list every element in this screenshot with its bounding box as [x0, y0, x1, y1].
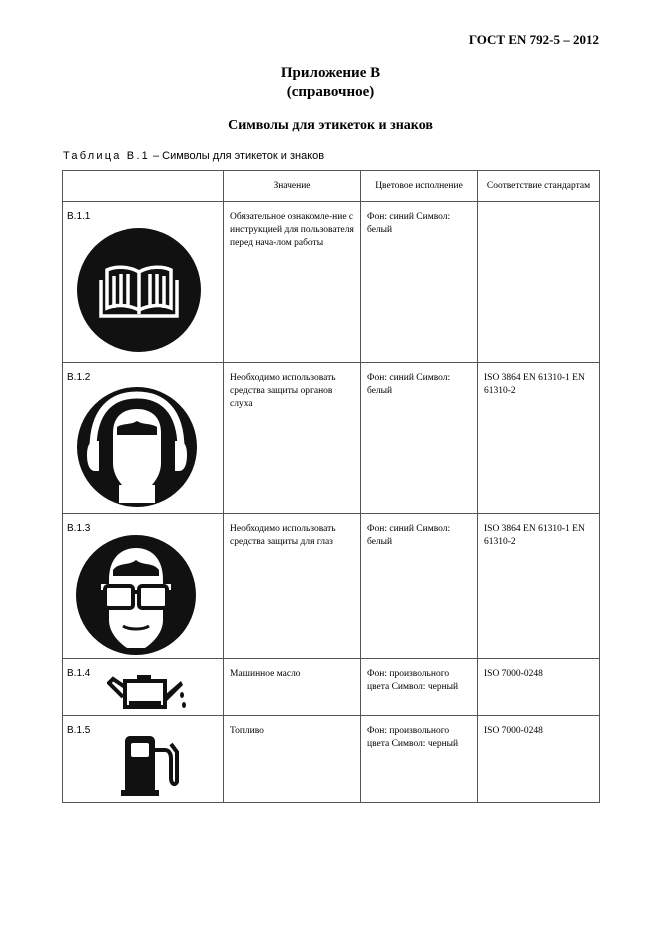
header-standards: Соответствие стандартам: [478, 171, 600, 202]
header-color: Цветовое исполнение: [361, 171, 478, 202]
standards-cell: ISO 7000-0248: [478, 716, 600, 803]
table-caption-text: – Символы для этикеток и знаков: [152, 150, 325, 162]
row-id: B.1.1: [67, 211, 91, 222]
book-mandatory-icon: [73, 224, 205, 356]
symbol-cell: [63, 363, 224, 514]
standards-cell: [478, 202, 600, 363]
meaning-cell: Машинное масло: [224, 659, 361, 716]
oil-can-icon: [107, 671, 187, 711]
standards-cell: ISO 3864 EN 61310-1 EN 61310-2: [478, 514, 600, 659]
symbol-cell: [63, 716, 224, 803]
fuel-pump-icon: [121, 734, 179, 796]
header-empty: [63, 171, 224, 202]
table-caption: [63, 150, 324, 162]
row-id: B.1.3: [67, 523, 91, 534]
row-id: B.1.2: [67, 372, 91, 383]
symbol-cell: [63, 202, 224, 363]
table-row: [63, 363, 600, 514]
table-caption-label: Таблица В.1: [63, 150, 150, 162]
table-row: [63, 716, 600, 803]
appendix-title: Приложение В: [280, 65, 381, 81]
symbol-cell: [63, 659, 224, 716]
appendix-heading: [0, 64, 661, 102]
document-code: ГОСТ EN 792-5 – 2012: [468, 32, 599, 47]
table-header-row: [63, 171, 600, 202]
meaning-cell: Топливо: [224, 716, 361, 803]
section-title: Символы для этикеток и знаков: [228, 118, 433, 133]
color-cell: Фон: синий Символ: белый: [361, 363, 478, 514]
symbols-table: [62, 170, 600, 803]
standards-cell: ISO 3864 EN 61310-1 EN 61310-2: [478, 363, 600, 514]
standards-cell: ISO 7000-0248: [478, 659, 600, 716]
ear-protection-icon: [73, 383, 201, 511]
symbol-cell: [63, 514, 224, 659]
table-row: [63, 514, 600, 659]
color-cell: Фон: произвольного цвета Символ: черный: [361, 716, 478, 803]
meaning-cell: Необходимо использовать средства защиты для глаз: [224, 514, 361, 659]
table-row: [63, 659, 600, 716]
table-row: [63, 202, 600, 363]
row-id: B.1.5: [67, 725, 91, 736]
header-meaning: Значение: [224, 171, 361, 202]
meaning-cell: Необходимо использовать средства защиты органов слуха: [224, 363, 361, 514]
eye-protection-icon: [73, 532, 199, 658]
color-cell: Фон: синий Символ: белый: [361, 202, 478, 363]
color-cell: Фон: синий Символ: белый: [361, 514, 478, 659]
appendix-subtitle: (справочное): [286, 84, 375, 100]
meaning-cell: Обязательное ознакомле-ние с инструкцией для пользователя перед нача-лом работы: [224, 202, 361, 363]
row-id: B.1.4: [67, 668, 91, 679]
color-cell: Фон: произвольного цвета Символ: черный: [361, 659, 478, 716]
